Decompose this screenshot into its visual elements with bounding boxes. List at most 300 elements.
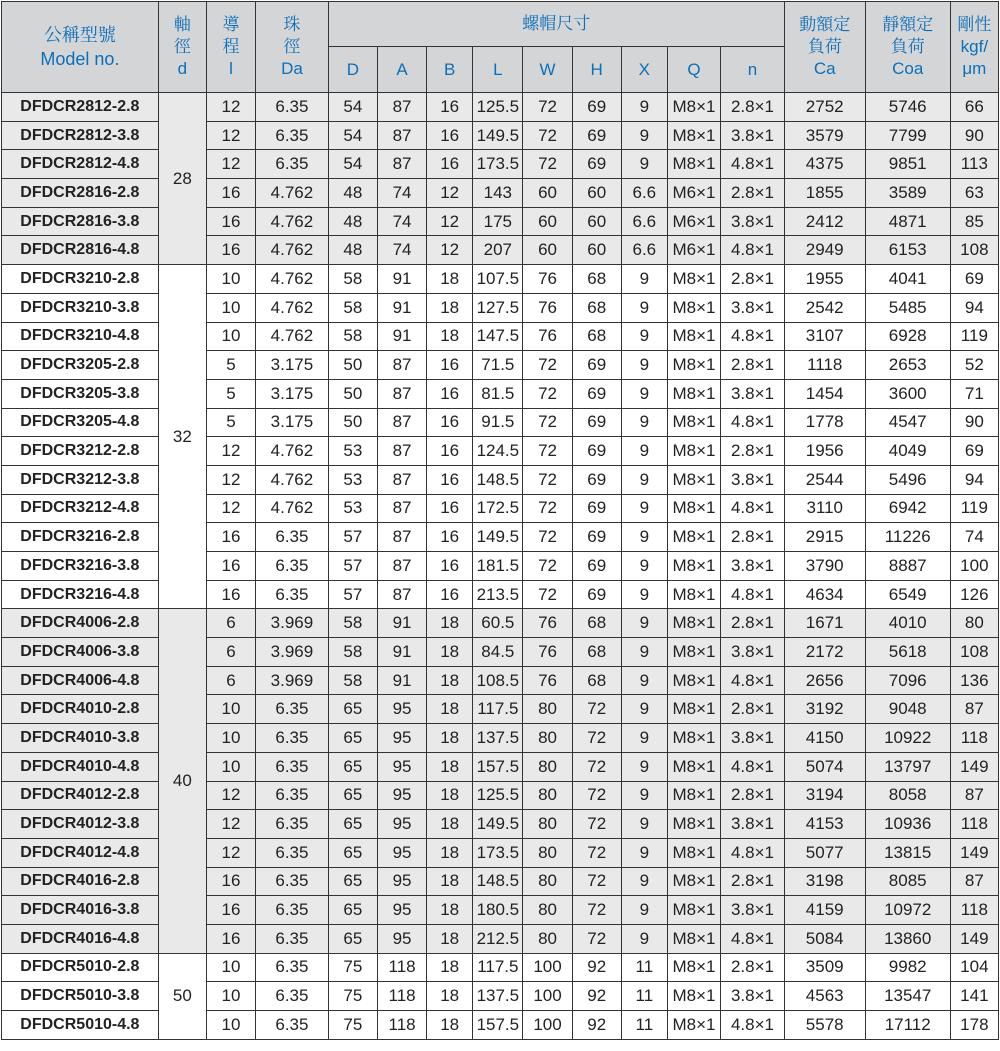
B-cell: 18	[427, 752, 473, 781]
static-load-cell: 13815	[865, 838, 950, 867]
n-cell: 2.8×1	[721, 867, 785, 896]
ball-dia-cell: 4.762	[256, 207, 329, 236]
lead-cell: 10	[206, 293, 255, 322]
dynamic-load-cell: 4375	[784, 150, 865, 179]
W-cell: 60	[523, 236, 572, 265]
model-cell: DFDCR2812-2.8	[2, 93, 159, 122]
H-cell: 72	[572, 838, 621, 867]
B-cell: 16	[427, 465, 473, 494]
dynamic-load-cell: 2656	[784, 666, 865, 695]
B-cell: 18	[427, 322, 473, 351]
D-cell: 65	[328, 867, 377, 896]
A-cell: 87	[377, 121, 426, 150]
n-cell: 4.8×1	[721, 666, 785, 695]
A-cell: 95	[377, 695, 426, 724]
Q-cell: M8×1	[667, 781, 720, 810]
H-cell: 68	[572, 666, 621, 695]
lead-cell: 16	[206, 236, 255, 265]
model-cell: DFDCR4010-2.8	[2, 695, 159, 724]
D-cell: 53	[328, 437, 377, 466]
D-cell: 75	[328, 1011, 377, 1040]
B-cell: 16	[427, 408, 473, 437]
L-cell: 107.5	[473, 265, 523, 294]
table-row	[2, 408, 999, 437]
static-load-cell: 13860	[865, 924, 950, 953]
n-cell: 3.8×1	[721, 810, 785, 839]
W-cell: 100	[523, 953, 572, 982]
lead-cell: 16	[206, 179, 255, 208]
A-cell: 87	[377, 523, 426, 552]
X-cell: 9	[621, 150, 667, 179]
lead-cell: 12	[206, 150, 255, 179]
X-cell: 9	[621, 523, 667, 552]
X-cell: 11	[621, 982, 667, 1011]
stiffness-cell: 63	[950, 179, 998, 208]
X-cell: 9	[621, 437, 667, 466]
static-load-cell: 5618	[865, 638, 950, 667]
L-cell: 148.5	[473, 465, 523, 494]
H-cell: 68	[572, 322, 621, 351]
model-cell: DFDCR3210-2.8	[2, 265, 159, 294]
header-col-W: W	[523, 47, 572, 93]
Q-cell: M6×1	[667, 236, 720, 265]
L-cell: 149.5	[473, 523, 523, 552]
W-cell: 80	[523, 752, 572, 781]
L-cell: 137.5	[473, 724, 523, 753]
stiffness-cell: 90	[950, 408, 998, 437]
W-cell: 60	[523, 179, 572, 208]
D-cell: 57	[328, 580, 377, 609]
static-load-cell: 10936	[865, 810, 950, 839]
L-cell: 60.5	[473, 609, 523, 638]
A-cell: 95	[377, 838, 426, 867]
static-load-cell: 8058	[865, 781, 950, 810]
X-cell: 9	[621, 666, 667, 695]
lead-cell: 5	[206, 379, 255, 408]
B-cell: 18	[427, 953, 473, 982]
dynamic-load-cell: 2412	[784, 207, 865, 236]
Q-cell: M8×1	[667, 953, 720, 982]
static-load-cell: 13797	[865, 752, 950, 781]
D-cell: 53	[328, 494, 377, 523]
table-row	[2, 1011, 999, 1040]
X-cell: 9	[621, 351, 667, 380]
Q-cell: M8×1	[667, 982, 720, 1011]
Q-cell: M8×1	[667, 437, 720, 466]
n-cell: 2.8×1	[721, 437, 785, 466]
ball-dia-cell: 3.175	[256, 379, 329, 408]
stiffness-cell: 85	[950, 207, 998, 236]
stiffness-cell: 178	[950, 1011, 998, 1040]
D-cell: 48	[328, 207, 377, 236]
n-cell: 2.8×1	[721, 609, 785, 638]
stiffness-cell: 113	[950, 150, 998, 179]
L-cell: 117.5	[473, 953, 523, 982]
header-col-D: D	[328, 47, 377, 93]
H-cell: 68	[572, 265, 621, 294]
table-row	[2, 724, 999, 753]
dynamic-load-cell: 2752	[784, 93, 865, 122]
B-cell: 18	[427, 666, 473, 695]
A-cell: 91	[377, 322, 426, 351]
static-load-cell: 5496	[865, 465, 950, 494]
H-cell: 92	[572, 953, 621, 982]
dynamic-load-cell: 3579	[784, 121, 865, 150]
lead-cell: 16	[206, 207, 255, 236]
table-row	[2, 695, 999, 724]
model-cell: DFDCR3212-3.8	[2, 465, 159, 494]
static-load-cell: 10972	[865, 896, 950, 925]
n-cell: 2.8×1	[721, 265, 785, 294]
L-cell: 137.5	[473, 982, 523, 1011]
table-row	[2, 437, 999, 466]
H-cell: 72	[572, 752, 621, 781]
Q-cell: M8×1	[667, 494, 720, 523]
static-load-cell: 10922	[865, 724, 950, 753]
header-dynamic-load: 動額定 負荷 Ca	[784, 2, 865, 93]
H-cell: 60	[572, 179, 621, 208]
ball-dia-cell: 4.762	[256, 494, 329, 523]
table-row	[2, 953, 999, 982]
stiffness-cell: 118	[950, 810, 998, 839]
ball-dia-cell: 6.35	[256, 982, 329, 1011]
W-cell: 72	[523, 150, 572, 179]
ball-dia-cell: 3.969	[256, 609, 329, 638]
H-cell: 69	[572, 552, 621, 581]
ball-dia-cell: 6.35	[256, 781, 329, 810]
n-cell: 3.8×1	[721, 982, 785, 1011]
L-cell: 149.5	[473, 121, 523, 150]
A-cell: 91	[377, 609, 426, 638]
ball-dia-cell: 6.35	[256, 93, 329, 122]
ball-dia-cell: 6.35	[256, 150, 329, 179]
dynamic-load-cell: 4159	[784, 896, 865, 925]
model-cell: DFDCR4010-4.8	[2, 752, 159, 781]
model-cell: DFDCR3216-3.8	[2, 552, 159, 581]
A-cell: 74	[377, 236, 426, 265]
dynamic-load-cell: 3198	[784, 867, 865, 896]
lead-cell: 5	[206, 408, 255, 437]
model-cell: DFDCR3212-2.8	[2, 437, 159, 466]
dynamic-load-cell: 3107	[784, 322, 865, 351]
W-cell: 72	[523, 121, 572, 150]
model-cell: DFDCR2816-3.8	[2, 207, 159, 236]
L-cell: 172.5	[473, 494, 523, 523]
L-cell: 125.5	[473, 93, 523, 122]
table-row	[2, 924, 999, 953]
dynamic-load-cell: 3110	[784, 494, 865, 523]
ball-dia-cell: 3.969	[256, 666, 329, 695]
n-cell: 3.8×1	[721, 121, 785, 150]
n-cell: 2.8×1	[721, 93, 785, 122]
H-cell: 72	[572, 781, 621, 810]
model-cell: DFDCR4006-2.8	[2, 609, 159, 638]
ball-dia-cell: 6.35	[256, 867, 329, 896]
X-cell: 9	[621, 867, 667, 896]
lead-cell: 12	[206, 494, 255, 523]
A-cell: 95	[377, 781, 426, 810]
H-cell: 72	[572, 924, 621, 953]
n-cell: 4.8×1	[721, 322, 785, 351]
A-cell: 91	[377, 666, 426, 695]
stiffness-cell: 104	[950, 953, 998, 982]
header-nut-dims: 螺帽尺寸	[328, 2, 784, 47]
D-cell: 58	[328, 322, 377, 351]
stiffness-cell: 87	[950, 695, 998, 724]
W-cell: 72	[523, 494, 572, 523]
Q-cell: M6×1	[667, 179, 720, 208]
n-cell: 4.8×1	[721, 150, 785, 179]
Q-cell: M8×1	[667, 465, 720, 494]
stiffness-cell: 94	[950, 465, 998, 494]
n-cell: 2.8×1	[721, 781, 785, 810]
X-cell: 9	[621, 121, 667, 150]
A-cell: 87	[377, 351, 426, 380]
H-cell: 69	[572, 437, 621, 466]
W-cell: 72	[523, 379, 572, 408]
header-model-en: Model no.	[40, 49, 120, 69]
n-cell: 3.8×1	[721, 379, 785, 408]
lead-cell: 12	[206, 437, 255, 466]
W-cell: 60	[523, 207, 572, 236]
X-cell: 9	[621, 752, 667, 781]
X-cell: 9	[621, 465, 667, 494]
ball-dia-cell: 6.35	[256, 523, 329, 552]
dynamic-load-cell: 3509	[784, 953, 865, 982]
L-cell: 125.5	[473, 781, 523, 810]
B-cell: 16	[427, 150, 473, 179]
Q-cell: M8×1	[667, 867, 720, 896]
Q-cell: M8×1	[667, 379, 720, 408]
L-cell: 147.5	[473, 322, 523, 351]
table-row	[2, 465, 999, 494]
static-load-cell: 6942	[865, 494, 950, 523]
B-cell: 16	[427, 523, 473, 552]
n-cell: 3.8×1	[721, 552, 785, 581]
dynamic-load-cell: 4153	[784, 810, 865, 839]
ball-dia-cell: 4.762	[256, 465, 329, 494]
Q-cell: M8×1	[667, 150, 720, 179]
table-row	[2, 293, 999, 322]
ball-dia-cell: 3.969	[256, 638, 329, 667]
D-cell: 65	[328, 896, 377, 925]
L-cell: 81.5	[473, 379, 523, 408]
model-cell: DFDCR3212-4.8	[2, 494, 159, 523]
dynamic-load-cell: 4634	[784, 580, 865, 609]
B-cell: 12	[427, 207, 473, 236]
A-cell: 95	[377, 924, 426, 953]
D-cell: 54	[328, 93, 377, 122]
A-cell: 87	[377, 465, 426, 494]
ball-dia-cell: 6.35	[256, 838, 329, 867]
B-cell: 18	[427, 695, 473, 724]
B-cell: 18	[427, 838, 473, 867]
H-cell: 69	[572, 523, 621, 552]
D-cell: 75	[328, 953, 377, 982]
dynamic-load-cell: 1454	[784, 379, 865, 408]
lead-cell: 10	[206, 1011, 255, 1040]
static-load-cell: 4049	[865, 437, 950, 466]
model-cell: DFDCR4016-2.8	[2, 867, 159, 896]
table-row	[2, 379, 999, 408]
table-row	[2, 322, 999, 351]
B-cell: 18	[427, 293, 473, 322]
shaft-diameter-cell: 32	[158, 265, 206, 609]
D-cell: 57	[328, 523, 377, 552]
lead-cell: 10	[206, 322, 255, 351]
table-body	[2, 93, 999, 1040]
A-cell: 95	[377, 867, 426, 896]
stiffness-cell: 69	[950, 265, 998, 294]
lead-cell: 5	[206, 351, 255, 380]
lead-cell: 16	[206, 924, 255, 953]
Q-cell: M8×1	[667, 293, 720, 322]
stiffness-cell: 119	[950, 322, 998, 351]
table-row	[2, 523, 999, 552]
X-cell: 9	[621, 580, 667, 609]
header-model-zh: 公稱型號	[43, 25, 116, 45]
model-cell: DFDCR3210-3.8	[2, 293, 159, 322]
model-cell: DFDCR3205-3.8	[2, 379, 159, 408]
B-cell: 18	[427, 609, 473, 638]
table-row	[2, 552, 999, 581]
D-cell: 75	[328, 982, 377, 1011]
H-cell: 72	[572, 810, 621, 839]
ball-dia-cell: 6.35	[256, 695, 329, 724]
stiffness-cell: 87	[950, 781, 998, 810]
model-cell: DFDCR4010-3.8	[2, 724, 159, 753]
A-cell: 87	[377, 494, 426, 523]
static-load-cell: 11226	[865, 523, 950, 552]
model-cell: DFDCR3205-2.8	[2, 351, 159, 380]
B-cell: 16	[427, 379, 473, 408]
ball-dia-cell: 6.35	[256, 896, 329, 925]
H-cell: 69	[572, 379, 621, 408]
stiffness-cell: 118	[950, 896, 998, 925]
X-cell: 11	[621, 1011, 667, 1040]
Q-cell: M8×1	[667, 265, 720, 294]
Q-cell: M8×1	[667, 121, 720, 150]
B-cell: 16	[427, 93, 473, 122]
n-cell: 4.8×1	[721, 924, 785, 953]
lead-cell: 10	[206, 752, 255, 781]
D-cell: 48	[328, 179, 377, 208]
dynamic-load-cell: 1855	[784, 179, 865, 208]
W-cell: 76	[523, 638, 572, 667]
static-load-cell: 7096	[865, 666, 950, 695]
W-cell: 76	[523, 293, 572, 322]
W-cell: 76	[523, 265, 572, 294]
static-load-cell: 4010	[865, 609, 950, 638]
stiffness-cell: 119	[950, 494, 998, 523]
X-cell: 9	[621, 265, 667, 294]
static-load-cell: 17112	[865, 1011, 950, 1040]
L-cell: 117.5	[473, 695, 523, 724]
lead-cell: 6	[206, 609, 255, 638]
X-cell: 9	[621, 838, 667, 867]
D-cell: 65	[328, 695, 377, 724]
L-cell: 71.5	[473, 351, 523, 380]
dynamic-load-cell: 2915	[784, 523, 865, 552]
static-load-cell: 6153	[865, 236, 950, 265]
model-cell: DFDCR4012-4.8	[2, 838, 159, 867]
Q-cell: M8×1	[667, 1011, 720, 1040]
ball-dia-cell: 4.762	[256, 322, 329, 351]
L-cell: 157.5	[473, 1011, 523, 1040]
A-cell: 74	[377, 207, 426, 236]
Q-cell: M8×1	[667, 724, 720, 753]
lead-cell: 12	[206, 93, 255, 122]
X-cell: 6.6	[621, 179, 667, 208]
A-cell: 95	[377, 724, 426, 753]
W-cell: 100	[523, 1011, 572, 1040]
static-load-cell: 6549	[865, 580, 950, 609]
lead-cell: 6	[206, 666, 255, 695]
X-cell: 9	[621, 552, 667, 581]
B-cell: 16	[427, 580, 473, 609]
dynamic-load-cell: 3790	[784, 552, 865, 581]
ball-dia-cell: 6.35	[256, 1011, 329, 1040]
static-load-cell: 5746	[865, 93, 950, 122]
L-cell: 173.5	[473, 838, 523, 867]
stiffness-cell: 149	[950, 838, 998, 867]
lead-cell: 12	[206, 781, 255, 810]
X-cell: 9	[621, 379, 667, 408]
static-load-cell: 13547	[865, 982, 950, 1011]
model-cell: DFDCR4016-4.8	[2, 924, 159, 953]
stiffness-cell: 74	[950, 523, 998, 552]
L-cell: 173.5	[473, 150, 523, 179]
A-cell: 95	[377, 896, 426, 925]
lead-cell: 12	[206, 465, 255, 494]
H-cell: 92	[572, 1011, 621, 1040]
lead-cell: 16	[206, 867, 255, 896]
model-cell: DFDCR2812-4.8	[2, 150, 159, 179]
n-cell: 4.8×1	[721, 1011, 785, 1040]
model-cell: DFDCR2816-4.8	[2, 236, 159, 265]
header-col-L: L	[473, 47, 523, 93]
A-cell: 74	[377, 179, 426, 208]
ball-dia-cell: 4.762	[256, 179, 329, 208]
header-shaft: 軸 徑 d	[158, 2, 206, 93]
n-cell: 3.8×1	[721, 638, 785, 667]
A-cell: 95	[377, 752, 426, 781]
header-col-n: n	[721, 47, 785, 93]
X-cell: 9	[621, 494, 667, 523]
Q-cell: M6×1	[667, 207, 720, 236]
static-load-cell: 3600	[865, 379, 950, 408]
A-cell: 87	[377, 552, 426, 581]
lead-cell: 12	[206, 121, 255, 150]
table-row	[2, 781, 999, 810]
D-cell: 65	[328, 838, 377, 867]
W-cell: 80	[523, 838, 572, 867]
B-cell: 16	[427, 494, 473, 523]
table-row	[2, 982, 999, 1011]
stiffness-cell: 141	[950, 982, 998, 1011]
A-cell: 95	[377, 810, 426, 839]
D-cell: 58	[328, 265, 377, 294]
static-load-cell: 3589	[865, 179, 950, 208]
L-cell: 127.5	[473, 293, 523, 322]
D-cell: 53	[328, 465, 377, 494]
model-cell: DFDCR3205-4.8	[2, 408, 159, 437]
model-cell: DFDCR4006-4.8	[2, 666, 159, 695]
D-cell: 65	[328, 781, 377, 810]
ball-dia-cell: 6.35	[256, 580, 329, 609]
stiffness-cell: 100	[950, 552, 998, 581]
table-row	[2, 179, 999, 208]
